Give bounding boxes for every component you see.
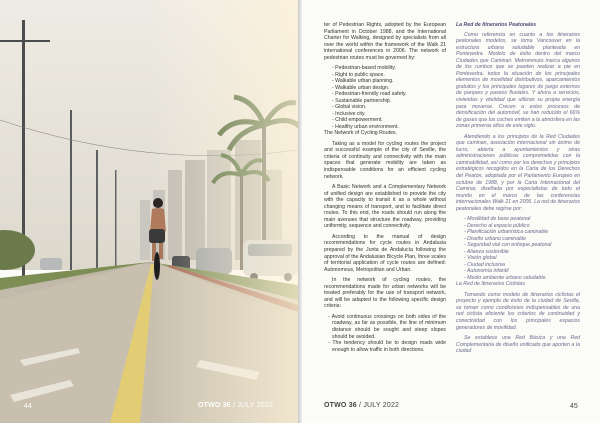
list-item: - Diseño urbano caminable [464,235,526,242]
list-item: - Medio ambiente urbano saludable. [464,274,547,281]
list-item: - Global vision. [332,104,367,111]
list-item: - Sustainable partnership. [332,97,392,104]
english-paragraph: Taking as a model for cycling routes the project and successful example of the city of Seville, the criteria of continuity and connectivity with the main spaces that generate mobility are taken as indispensable conditions for an efficient cycling network. [324,140,446,180]
spanish-paragraph: Atendiendo a los principios de la Red Ciudades que caminan, asociación internacional sin ánimo de lucro, abierta a ayuntamientos y otras administraciones públicas comprometidas con la caminabilidad, así como por los derechos y principios estratégicos recogidos en la Carta de los Derechos del Peatón, adoptada por el Parlamento Europeo en octubre de 1988, y por la Carta Internacional del Caminar, diseñada por especialistas de todo el mundo en el marco de las conferencias internacionales Walk 21 en 2006. La red de itinerarios peatonales debe regirse por: [456,133,580,212]
list-item: - Ciudad inclusiva [464,261,505,268]
english-paragraph: In the network of cycling routes, the recommendations made for urban networks will be treated preferably for the use of transport network, and will be adapted to the following specific design criteria: [324,277,446,310]
right-page [302,0,600,423]
right-footer-date: / JULY 2022 [356,402,400,409]
list-item: - Visión global [464,255,497,262]
list-item: - Right to public space. [332,71,385,78]
english-paragraph: A Basic Network and a Complementary Network of unified design are established to provide the city with the capacity to transit it as a whole without changing means of transport, and to facilitate direct routes. To this end, the roads should run along the main avenues that structure the roadway, providing uniformity, sequence and connectivity. [324,184,446,230]
left-page [0,0,298,423]
english-criteria-list [324,314,446,353]
left-page-number: 44 [24,403,32,410]
spanish-paragraph: Se establece una Red Básica y una Red Complementaria de diseño unificado que aporten a la ciudad [456,335,580,355]
english-paragraph: ter of Pedestrian Rights, adopted by the European Parliament in October 1988, and the International Charter for Walking, designed by specialists from all over the world within the framework of the Walk 21 international conferences in 2006. The network of pedestrian routes must be governed by: [324,22,446,61]
list-item: - Child empowerment. [332,117,383,124]
spanish-column [456,22,580,359]
spanish-paragraph: Como referencia en cuanto a los itinerarios peatonales modelos, se toma Vancouver en la estructura urbana saludable planteada en Pontevedra. Modelo de éxito dentro del marco Ciudades que Caminan. Metrominuto marca algunos de los rumbos que se pueden realizar a pie en Pontevedra, todos la situación de los principales elementos de movilidad distributivos, aparcamientos gratuitos y los principales lugares de juego externos de parques y paseos fluviales. Y ahora a servicios, viviendas y vitalidad que utilizan su propia energía para moverse. Crecen a estos procesos de densificación del automóvil, se han reducido el 66% de gases que los coches emiten a la atmósfera en las zonas primeras años de este siglo. [456,31,580,130]
list-item: - Alianza sostenible [464,248,509,255]
right-page-number: 45 [570,403,578,410]
english-paragraph: According to the manual of design recommendations for cycle routes in Andalusia prepared by the Junta de Andalucía following the approval of the Andalusian Bicycle Plan, three scales of territorial application of cycle routes are defined: Autonomous, Metropolitan and Urban. [324,233,446,273]
list-item: - Healthy urban environment. [332,123,399,130]
list-item: - Pedestrian-based mobility. [332,65,396,72]
english-column [324,22,446,357]
list-item: - Pedestrian-friendly road safety. [332,91,407,98]
left-footer-date: / JULY 2022 [230,402,274,409]
list-item: - Avoid continuous crossings on both sides of the roadway, as far as possible, the line of minimum distance should be sought and steep slopes should be avoided. [328,313,446,340]
left-footer-mag-name: OTWO 36 [198,402,231,409]
list-item: - Walkable urban design. [332,84,390,91]
list-item: - Derecho al espacio público [464,222,530,229]
list-item: - The tendency should be to design roads wide enough to allow traffic in both directions. [328,340,446,353]
list-item: - Walkable urban planning. [332,78,394,85]
left-footer-magazine [198,402,273,409]
list-item: - Movilidad de base peatonal [464,216,531,223]
english-principles-list [324,65,446,137]
list-item: - Seguridad vial con enfoque peatonal [464,242,552,249]
cyclist-photo [0,0,298,423]
list-item: - Planificación urbanística caminable [464,229,549,236]
list-item: - Autonomía infantil [464,268,509,275]
list-item: - Inclusive city. [332,110,366,117]
spanish-principles-list [456,216,580,288]
right-footer-magazine [324,402,399,409]
list-item: La Red de Itinerarios Ciclistas [456,281,525,288]
spanish-paragraph: Tomando como modelo de itinerarios ciclistas el proyecto y ejemplo de éxito de la ciudad de Sevilla, se toman como condiciones indispensables de una red ciclista eficiente los criterios de continuidad y conectividad con los principales espacios generadores de movilidad. [456,291,580,331]
spanish-heading: La Red de Itinerarios Peatonales [456,22,537,28]
right-footer-mag-name: OTWO 36 [324,402,357,409]
list-item: The Network of Cycling Routes. [324,130,397,137]
